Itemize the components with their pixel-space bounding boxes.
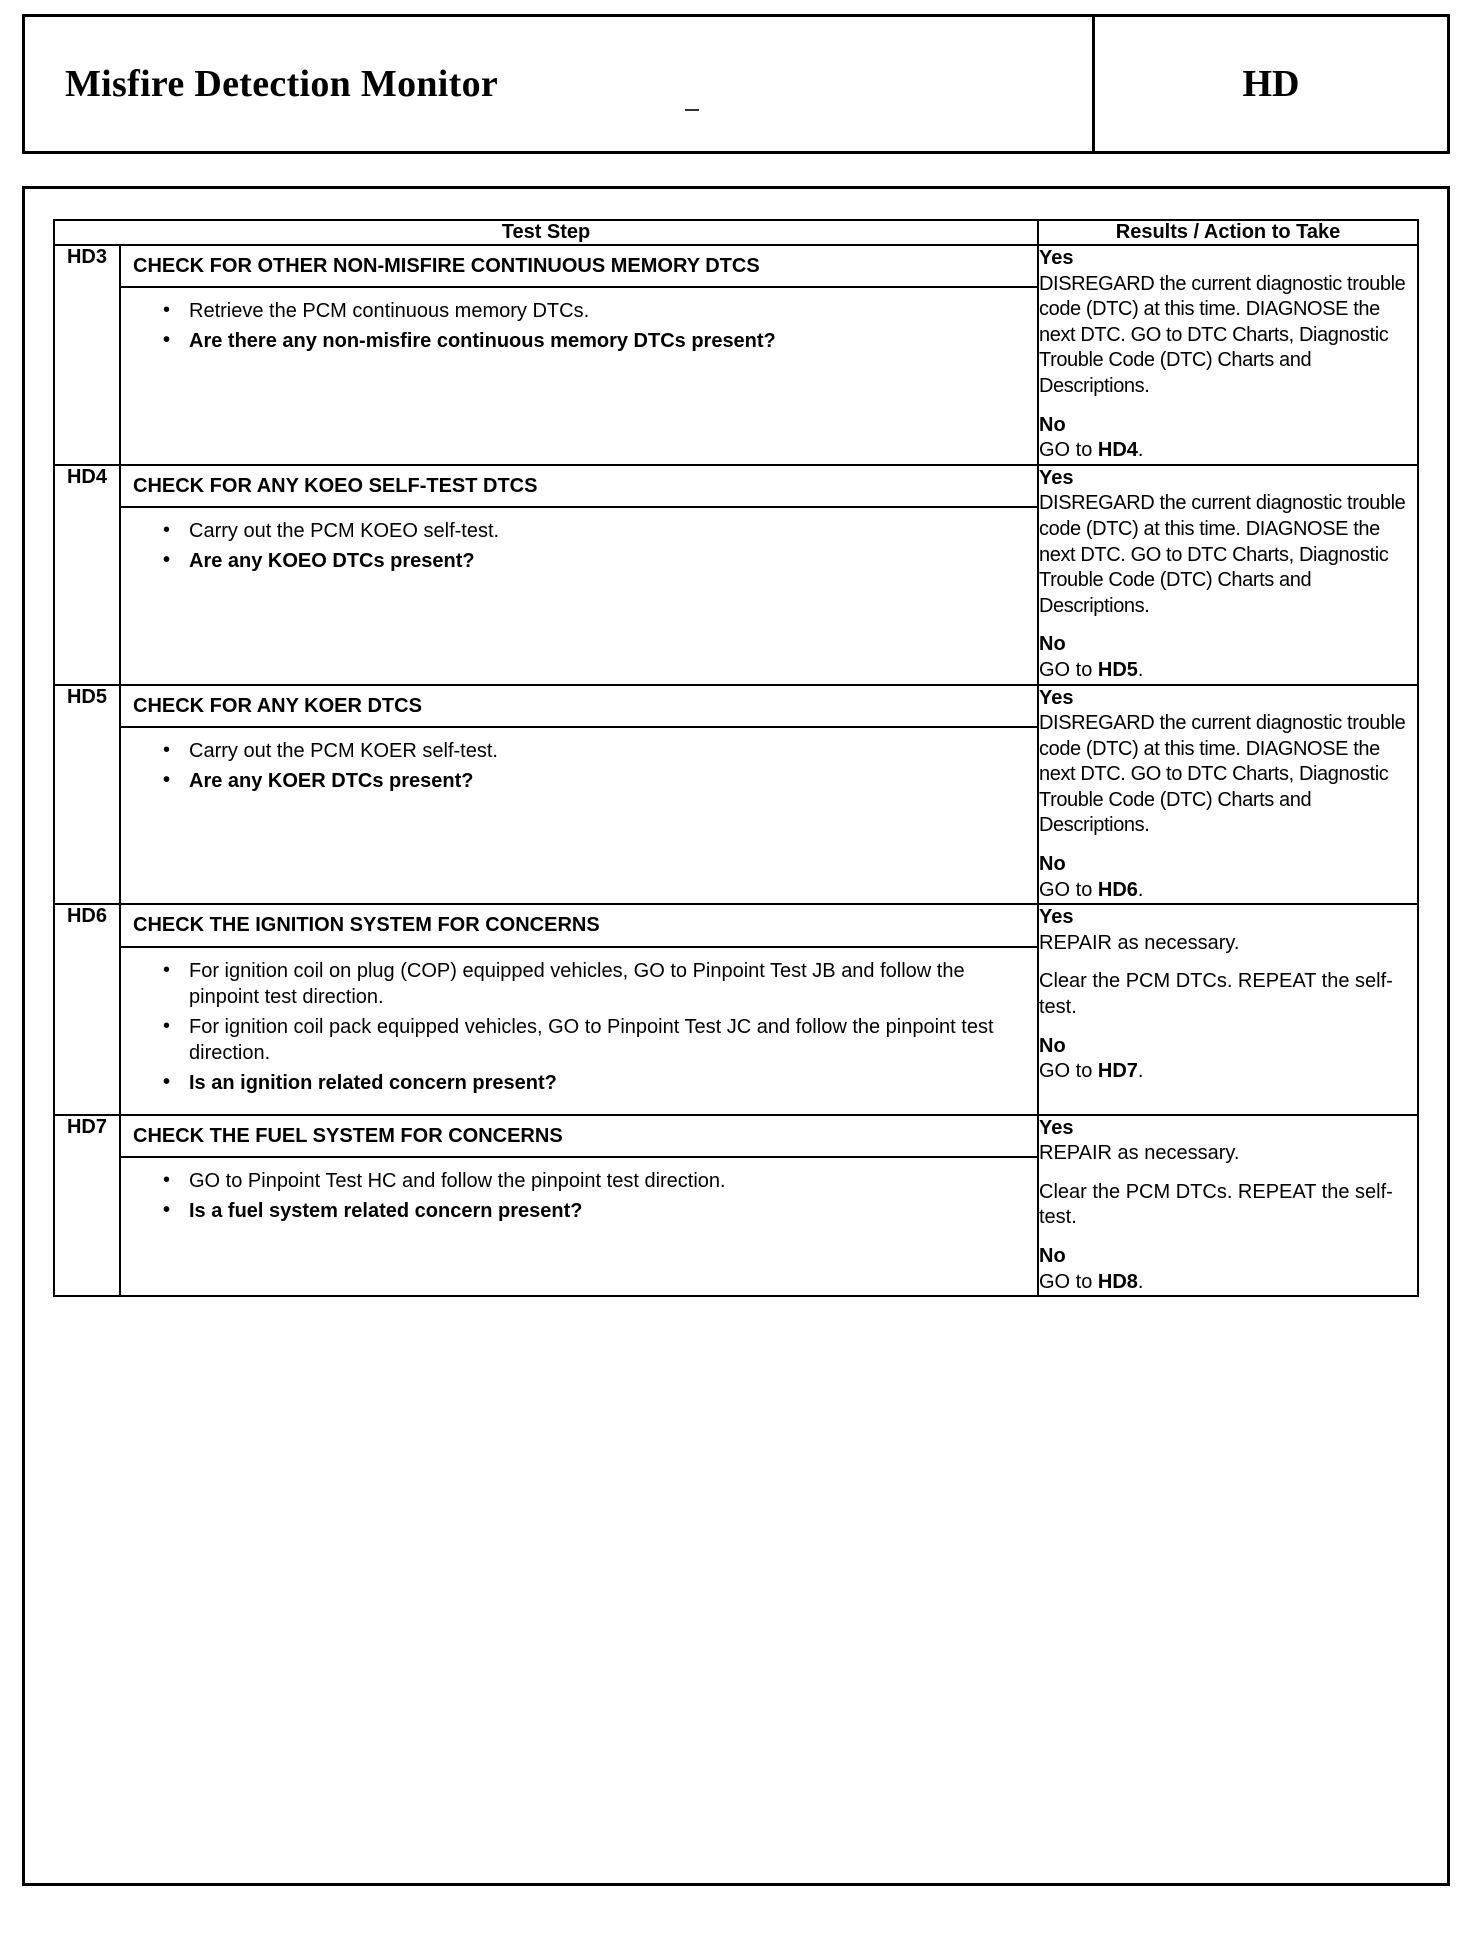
result-no-target: HD6 <box>1097 878 1138 901</box>
step-title: CHECK FOR OTHER NON-MISFIRE CONTINUOUS MEMORY DTCS <box>121 246 1037 288</box>
list-item: • Is a fuel system related concern present? <box>189 1198 1027 1224</box>
result-no-tail: . <box>1137 878 1144 901</box>
diagnostic-steps-table <box>53 219 1419 1297</box>
list-item: • Are there any non-misfire continuous memory DTCs present? <box>189 328 1027 354</box>
list-item: • Carry out the PCM KOER self-test. <box>189 738 1027 764</box>
result-no-label: No <box>1039 633 1066 656</box>
result-no-target: HD7 <box>1097 1060 1138 1083</box>
list-item: • For ignition coil pack equipped vehicles, GO to Pinpoint Test JC and follow the pinpoint test direction. <box>189 1014 1027 1066</box>
result-no-tail: . <box>1137 1270 1144 1293</box>
result-no-tail: . <box>1137 1060 1144 1083</box>
result-no-block <box>1039 1034 1417 1085</box>
step-content <box>120 685 1038 905</box>
list-item: • Retrieve the PCM continuous memory DTCs. <box>189 298 1027 324</box>
result-yes-text-2: Clear the PCM DTCs. REPEAT the self-test. <box>1039 1180 1393 1229</box>
table-row <box>54 904 1418 1114</box>
list-item: • Are any KOER DTCs present? <box>189 768 1027 794</box>
list-item: • Are any KOEO DTCs present? <box>189 548 1027 574</box>
result-no-block <box>1039 413 1417 464</box>
result-yes-block <box>1039 1116 1417 1167</box>
step-id: HD6 <box>54 904 120 1114</box>
result-no-text: GO to <box>1039 439 1098 462</box>
step-result <box>1038 904 1418 1114</box>
step-bullets <box>121 1158 1037 1242</box>
result-yes-label: Yes <box>1039 1116 1074 1139</box>
result-no-label: No <box>1039 413 1066 436</box>
step-bullets <box>121 288 1037 372</box>
result-yes-block <box>1039 905 1417 956</box>
step-result <box>1038 1115 1418 1297</box>
result-yes-text-2: Clear the PCM DTCs. REPEAT the self-test. <box>1039 970 1393 1019</box>
list-item: • Carry out the PCM KOEO self-test. <box>189 518 1027 544</box>
result-yes-label: Yes <box>1039 906 1074 929</box>
table-header-row <box>54 220 1418 245</box>
step-content <box>120 1115 1038 1297</box>
scan-artifact <box>685 109 699 111</box>
result-yes-label: Yes <box>1039 466 1074 489</box>
table-row <box>54 465 1418 685</box>
result-yes-label: Yes <box>1039 686 1074 709</box>
table-row <box>54 685 1418 905</box>
step-title: CHECK FOR ANY KOER DTCS <box>121 686 1037 728</box>
step-content <box>120 904 1038 1114</box>
result-no-target: HD8 <box>1097 1270 1138 1293</box>
result-yes-text: DISREGARD the current diagnostic trouble code (DTC) at this time. DIAGNOSE the next DTC. GO to DTC Charts, Diagnostic Trouble Code (DTC) Charts and Descriptions. <box>1039 272 1406 397</box>
step-result <box>1038 465 1418 685</box>
content-frame <box>22 186 1450 1886</box>
step-result <box>1038 685 1418 905</box>
result-yes-text: REPAIR as necessary. <box>1039 1142 1240 1165</box>
header-code-cell <box>1095 17 1447 151</box>
header-title-cell <box>25 17 1095 151</box>
result-yes-text: DISREGARD the current diagnostic trouble code (DTC) at this time. DIAGNOSE the next DTC. GO to DTC Charts, Diagnostic Trouble Code (DTC) Charts and Descriptions. <box>1039 492 1406 617</box>
step-content <box>120 245 1038 465</box>
step-id: HD7 <box>54 1115 120 1297</box>
page-header <box>22 14 1450 154</box>
result-yes-label: Yes <box>1039 247 1074 269</box>
result-no-text: GO to <box>1039 1060 1098 1083</box>
result-no-target: HD5 <box>1097 658 1138 681</box>
result-no-label: No <box>1039 1034 1066 1057</box>
result-yes-block <box>1039 466 1417 620</box>
step-bullets <box>121 948 1037 1114</box>
step-result <box>1038 245 1418 465</box>
result-no-text: GO to <box>1039 1270 1098 1293</box>
result-yes-block <box>1039 686 1417 840</box>
result-no-block <box>1039 632 1417 683</box>
result-no-label: No <box>1039 853 1066 876</box>
result-no-block <box>1039 1244 1417 1295</box>
column-header-test-step: Test Step <box>54 220 1038 245</box>
table-row <box>54 1115 1418 1297</box>
result-no-label: No <box>1039 1245 1066 1268</box>
result-no-block <box>1039 852 1417 903</box>
result-no-tail: . <box>1137 658 1144 681</box>
step-bullets <box>121 508 1037 592</box>
list-item: • For ignition coil on plug (COP) equipped vehicles, GO to Pinpoint Test JB and follow the pinpoint test direction. <box>189 958 1027 1010</box>
step-bullets <box>121 728 1037 812</box>
step-title: CHECK FOR ANY KOEO SELF-TEST DTCS <box>121 466 1037 508</box>
column-header-results: Results / Action to Take <box>1038 220 1418 245</box>
list-item: • GO to Pinpoint Test HC and follow the pinpoint test direction. <box>189 1168 1027 1194</box>
step-content <box>120 465 1038 685</box>
table-row <box>54 245 1418 465</box>
result-no-target: HD4 <box>1097 439 1138 462</box>
result-yes-text: REPAIR as necessary. <box>1039 931 1240 954</box>
step-id: HD4 <box>54 465 120 685</box>
list-item: • Is an ignition related concern present? <box>189 1070 1027 1096</box>
step-id: HD3 <box>54 245 120 465</box>
result-no-text: GO to <box>1039 878 1098 901</box>
result-no-tail: . <box>1137 439 1144 462</box>
step-title: CHECK THE FUEL SYSTEM FOR CONCERNS <box>121 1116 1037 1158</box>
page-title: Misfire Detection Monitor <box>65 63 499 105</box>
result-yes-block <box>1039 246 1417 400</box>
result-yes-text: DISREGARD the current diagnostic trouble code (DTC) at this time. DIAGNOSE the next DTC. GO to DTC Charts, Diagnostic Trouble Code (DTC) Charts and Descriptions. <box>1039 712 1406 837</box>
result-no-text: GO to <box>1039 658 1098 681</box>
monitor-code: HD <box>1242 63 1300 105</box>
step-id: HD5 <box>54 685 120 905</box>
step-title: CHECK THE IGNITION SYSTEM FOR CONCERNS <box>121 905 1037 947</box>
